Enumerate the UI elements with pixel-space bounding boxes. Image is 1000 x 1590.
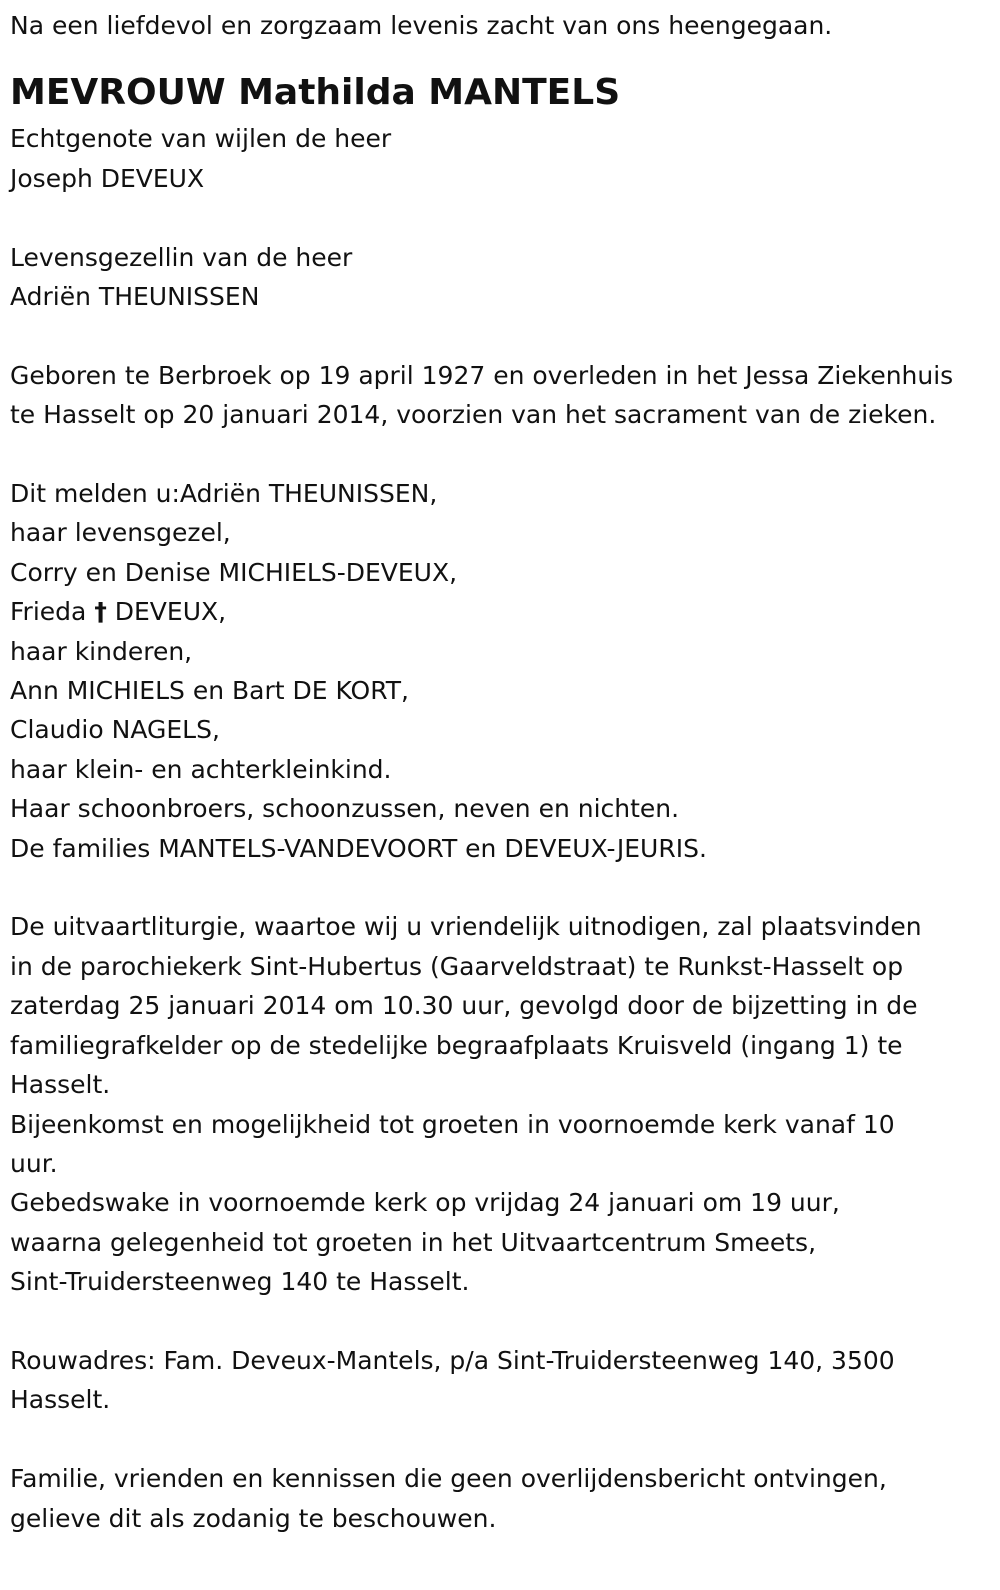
funeral-line: zaterdag 25 januari 2014 om 10.30 uur, gevolgd door de bijzetting in de [10,991,918,1021]
announcers-section [10,474,990,868]
announcer-line: Ann MICHIELS en Bart DE KORT, [10,676,409,706]
address-line: Hasselt. [10,1385,111,1415]
funeral-line: waarna gelegenheid tot groeten in het Uitvaartcentrum Smeets, [10,1227,817,1257]
address-line: Rouwadres: Fam. Deveux-Mantels, p/a Sint-Truidersteenweg 140, 3500 [10,1345,895,1375]
spouse-section [10,119,990,198]
spacer [10,868,990,907]
birth-death-line: te Hasselt op 20 januari 2014, voorzien van het sacrament van de zieken. [10,400,937,430]
funeral-line: in de parochiekerk Sint-Hubertus (Gaarveldstraat) te Runkst-Hasselt op [10,951,904,981]
funeral-line: Sint-Truidersteenweg 140 te Hasselt. [10,1267,470,1297]
address-section [10,1341,990,1420]
announcer-line [10,592,990,631]
funeral-line: Hasselt. [10,1070,111,1100]
closing-section [10,1459,990,1538]
funeral-section [10,907,990,1301]
spacer [10,1420,990,1459]
funeral-line: De uitvaartliturgie, waartoe wij u vriendelijk uitnodigen, zal plaatsvinden [10,912,922,942]
spacer [10,1302,990,1341]
spouse-name: Joseph DEVEUX [10,163,205,193]
partner-section [10,238,990,317]
funeral-line: Gebedswake in voornoemde kerk op vrijdag 24 januari om 19 uur, [10,1188,840,1218]
closing-line: gelieve dit als zodanig te beschouwen. [10,1503,497,1533]
announcer-line: haar levensgezel, [10,518,231,548]
announcer-line: Dit melden u:Adriën THEUNISSEN, [10,479,438,509]
closing-line: Familie, vrienden en kennissen die geen overlijdensbericht ontvingen, [10,1464,887,1494]
announcer-line: Claudio NAGELS, [10,715,220,745]
funeral-line: Bijeenkomst en mogelijkheid tot groeten in voornoemde kerk vanaf 10 [10,1109,895,1139]
spouse-line: Echtgenote van wijlen de heer [10,124,392,154]
announcer-line: haar kinderen, [10,636,193,666]
intro-text: Na een liefdevol en zorgzaam levenis zacht van ons heengegaan. [10,11,833,40]
cross-icon: † [94,597,107,627]
deceased-name: MEVROUW Mathilda MANTELS [10,72,621,114]
spacer [10,435,990,474]
announcer-line: De families MANTELS-VANDEVOORT en DEVEUX-JEURIS. [10,833,707,863]
funeral-line: uur. [10,1148,58,1178]
partner-name: Adriën THEUNISSEN [10,282,260,312]
announcer-line: haar klein- en achterkleinkind. [10,754,392,784]
birth-death-line: Geboren te Berbroek op 19 april 1927 en overleden in het Jessa Ziekenhuis [10,360,954,390]
funeral-line: familiegrafkelder op de stedelijke begraafplaats Kruisveld (ingang 1) te [10,1030,903,1060]
announcer-name-part: DEVEUX, [106,597,227,627]
birth-death-section [10,356,990,435]
partner-line: Levensgezellin van de heer [10,242,353,272]
announcer-line: Corry en Denise MICHIELS-DEVEUX, [10,557,458,587]
announcer-line: Haar schoonbroers, schoonzussen, neven en nichten. [10,794,680,824]
announcer-name-part: Frieda [10,597,95,627]
spacer [10,198,990,237]
spacer [10,316,990,355]
